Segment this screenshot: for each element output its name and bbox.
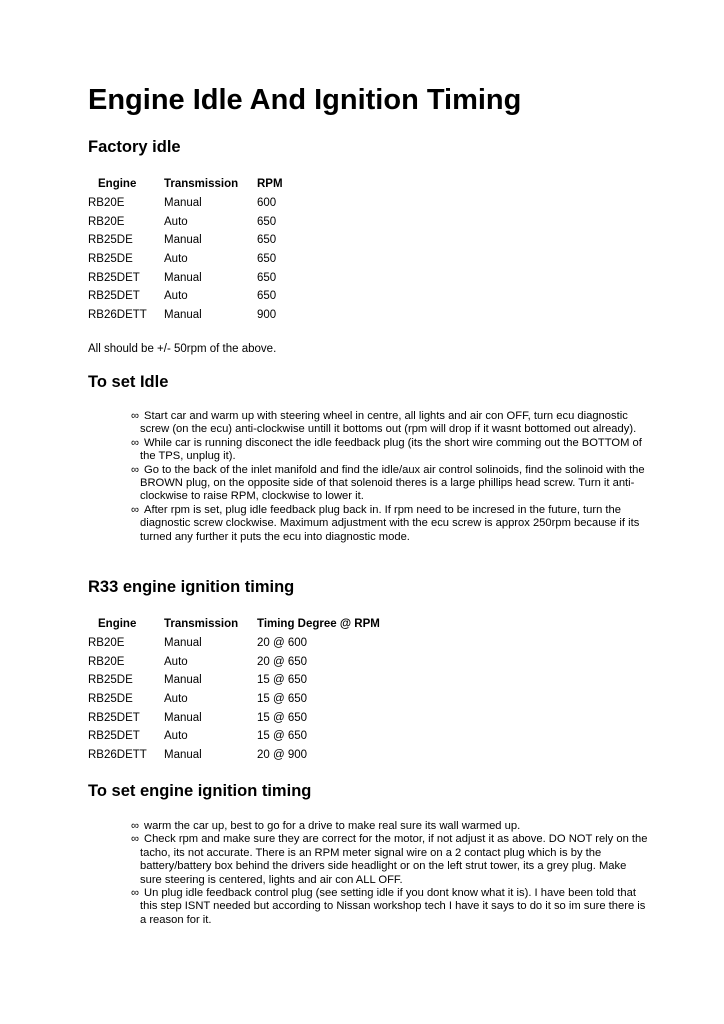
engine-cell: RB20E: [88, 655, 125, 668]
column-header-timing: Timing Degree @ RPM: [257, 618, 380, 630]
table-row: [88, 708, 397, 727]
transmission-cell: Auto: [164, 655, 188, 668]
infinity-bullet-icon: ∞: [131, 463, 139, 476]
timing-cell: 15 @ 650: [257, 711, 308, 724]
transmission-cell: Manual: [164, 308, 202, 321]
transmission-cell: Manual: [164, 748, 202, 761]
table-row: [88, 306, 397, 325]
transmission-cell: Manual: [164, 637, 202, 650]
list-item: [118, 464, 648, 504]
rpm-cell: 650: [257, 234, 277, 247]
table-header-row: [88, 614, 397, 634]
transmission-cell: Auto: [164, 730, 188, 743]
transmission-cell: Manual: [164, 197, 202, 210]
transmission-cell: Manual: [164, 674, 202, 687]
set-timing-steps: [118, 820, 648, 927]
infinity-bullet-icon: ∞: [131, 833, 139, 846]
column-header-transmission: Transmission: [164, 618, 239, 630]
timing-cell: 15 @ 650: [257, 674, 308, 687]
timing-cell: 20 @ 650: [257, 655, 308, 668]
set-idle-steps: [118, 410, 648, 544]
list-item: [118, 887, 648, 927]
infinity-bullet-icon: ∞: [131, 410, 139, 422]
engine-cell: RB25DE: [88, 253, 133, 266]
table-row: [88, 727, 397, 746]
table-row: [88, 194, 397, 213]
table-row: [88, 746, 397, 765]
rpm-cell: 650: [257, 290, 277, 303]
list-item: [118, 410, 648, 437]
table-row: [88, 231, 397, 250]
table-row: [88, 634, 397, 653]
rpm-cell: 600: [257, 197, 277, 210]
engine-cell: RB20E: [88, 215, 125, 228]
column-header-transmission: Transmission: [164, 178, 239, 190]
table-row: [88, 268, 397, 287]
engine-cell: RB25DET: [88, 711, 140, 724]
engine-cell: RB25DET: [88, 271, 140, 284]
step-text: Un plug idle feedback control plug (see setting idle if you dont know what it is). I have been told that this step ISNT needed but according to Nissan workshop tech I have it says to do it so im sure there is a reason for it.: [140, 887, 646, 926]
list-item: [118, 833, 648, 887]
engine-cell: RB26DETT: [88, 308, 147, 321]
step-text: Start car and warm up with steering wheel in centre, all lights and air con OFF, turn ecu diagnostic screw (on the ecu) anti-clockwise untill it bottoms out (rpm will drop if it wasnt bottomed out already).: [140, 410, 637, 436]
engine-cell: RB25DE: [88, 693, 133, 706]
engine-cell: RB25DE: [88, 674, 133, 687]
table-header-row: [88, 174, 397, 194]
set-timing-heading: To set engine ignition timing: [88, 782, 312, 800]
column-header-engine: Engine: [98, 178, 137, 190]
transmission-cell: Auto: [164, 253, 188, 266]
factory-idle-table: [88, 174, 397, 324]
transmission-cell: Auto: [164, 290, 188, 303]
column-header-engine: Engine: [98, 618, 137, 630]
table-row: [88, 250, 397, 269]
engine-cell: RB25DE: [88, 234, 133, 247]
table-row: [88, 671, 397, 690]
step-text: Go to the back of the inlet manifold and find the idle/aux air control solinoids, find the solinoid with the BROWN plug, on the opposite side of that solenoid theres is a large phillips head screw. Turn it anti-clockwise to raise RPM, clockwise to lower it.: [140, 463, 645, 503]
timing-cell: 20 @ 900: [257, 748, 308, 761]
table-row: [88, 287, 397, 306]
infinity-bullet-icon: ∞: [131, 503, 139, 516]
timing-cell: 15 @ 650: [257, 730, 308, 743]
list-item: [118, 504, 648, 544]
timing-cell: 15 @ 650: [257, 693, 308, 706]
step-text: While car is running disconect the idle feedback plug (its the short wire comming out the BOTTOM of the TPS, unplug it).: [140, 436, 642, 463]
step-text: After rpm is set, plug idle feedback plug back in. If rpm need to be incresed in the future, turn the diagnostic screw clockwise. Maximum adjustment with the ecu screw is approx 250rpm because if its turned any further it puts the ecu into diagnostic mode.: [140, 503, 640, 543]
list-item: [118, 820, 648, 833]
rpm-cell: 650: [257, 271, 277, 284]
engine-cell: RB25DET: [88, 290, 140, 303]
engine-cell: RB25DET: [88, 730, 140, 743]
table-row: [88, 653, 397, 672]
page-title: Engine Idle And Ignition Timing: [88, 84, 522, 116]
engine-cell: RB26DETT: [88, 748, 147, 761]
transmission-cell: Manual: [164, 271, 202, 284]
rpm-cell: 900: [257, 308, 277, 321]
factory-idle-heading: Factory idle: [88, 138, 181, 156]
r33-timing-heading: R33 engine ignition timing: [88, 578, 295, 596]
table-row: [88, 690, 397, 709]
infinity-bullet-icon: ∞: [131, 436, 139, 449]
timing-cell: 20 @ 600: [257, 637, 308, 650]
rpm-cell: 650: [257, 215, 277, 228]
transmission-cell: Auto: [164, 693, 188, 706]
transmission-cell: Manual: [164, 234, 202, 247]
step-text: warm the car up, best to go for a drive to make real sure its wall warmed up.: [144, 820, 521, 832]
r33-timing-table: [88, 614, 397, 764]
table-row: [88, 213, 397, 232]
step-text: Check rpm and make sure they are correct for the motor, if not adjust it as above. DO NOT rely on the tacho, its not accurate. There is an RPM meter signal wire on a 2 contact plug which is by the battery/battery box behind the drivers side headlight or on the left strut tower, its a grey plug. Make sure steering is centered, lights and air con ALL OFF.: [140, 833, 648, 886]
infinity-bullet-icon: ∞: [131, 887, 139, 900]
set-idle-heading: To set Idle: [88, 373, 169, 391]
transmission-cell: Auto: [164, 215, 188, 228]
transmission-cell: Manual: [164, 711, 202, 724]
idle-tolerance-note: All should be +/- 50rpm of the above.: [88, 343, 277, 355]
engine-cell: RB20E: [88, 637, 125, 650]
infinity-bullet-icon: ∞: [131, 820, 139, 832]
column-header-rpm: RPM: [257, 178, 283, 190]
list-item: [118, 437, 648, 464]
rpm-cell: 650: [257, 253, 277, 266]
engine-cell: RB20E: [88, 197, 125, 210]
